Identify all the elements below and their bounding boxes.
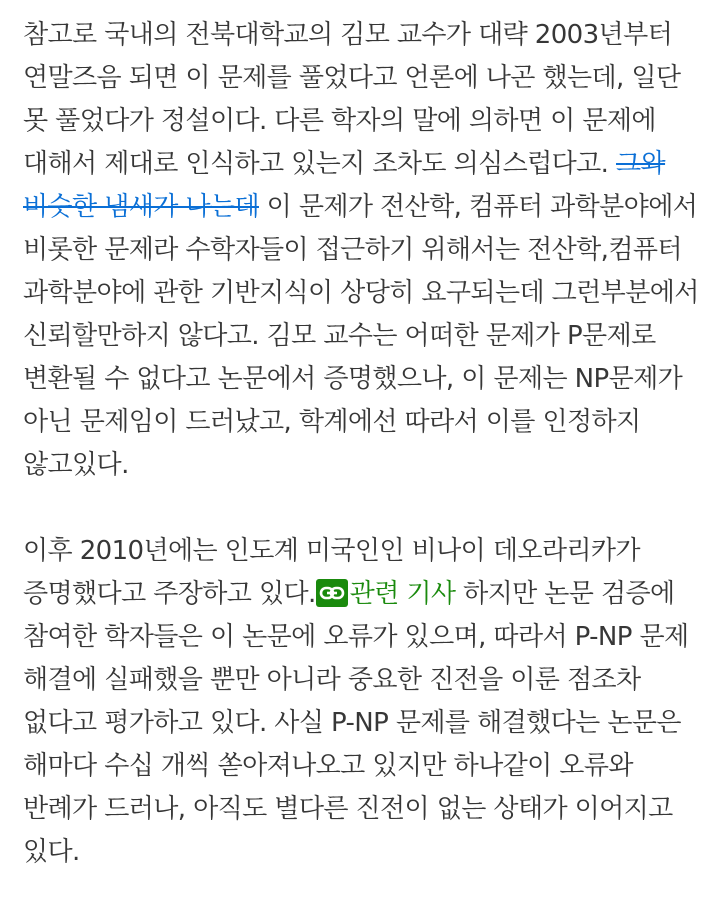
related-article-link[interactable]: 관련 기사	[349, 579, 456, 609]
paragraph-2-text-start: 이후 2010년에는 인도계 미국인인 비나이 데오라리카가 증명했다고 주장하고 있다.	[23, 536, 640, 609]
article-body	[23, 14, 703, 874]
paragraph-1-text-start: 참고로 국내의 전북대학교의 김모 교수가 대략 2003년부터 연말즈음 되면 이 문제를 풀었다고 언론에 나곤 했는데, 일단 못 풀었다가 정설이다. 다른 학자의 말에 의하면 이 문제에 대해서 제대로 인식하고 있는지 조차도 의심스럽다고.	[23, 20, 681, 179]
paragraph-1-text-end: 이 문제가 전산학, 컴퓨터 과학분야에서 비롯한 문제라 수학자들이 접근하기 위해서는 전산학,컴퓨터 과학분야에 관한 기반지식이 상당히 요구되는데 그런부분에서 신뢰할만하지 않다고. 김모 교수는 어떠한 문제가 P문제로 변환될 수 없다고 논문에서 증명했으나, 이 문제는 NP문제가 아닌 문제임이 드러났고, 학계에선 따라서 이를 인정하지 않고있다.	[23, 192, 699, 480]
paragraph-2	[23, 530, 703, 874]
paragraph-2-text-end: 하지만 논문 검증에 참여한 학자들은 이 논문에 오류가 있으며, 따라서 P-NP 문제 해결에 실패했을 뿐만 아니라 중요한 진전을 이룬 점조차 없다고 평가하고 있다. 사실 P-NP 문제를 해결했다는 논문은 해마다 수십 개씩 쏟아져나오고 있지만 하나같이 오류와 반례가 드러나, 아직도 별다른 진전이 없는 상태가 이어지고 있다.	[23, 579, 689, 867]
struck-through-link[interactable]: 그와 비슷한 냄새가 나는데	[23, 149, 666, 222]
link-icon[interactable]	[316, 579, 348, 607]
paragraph-1	[23, 14, 703, 487]
